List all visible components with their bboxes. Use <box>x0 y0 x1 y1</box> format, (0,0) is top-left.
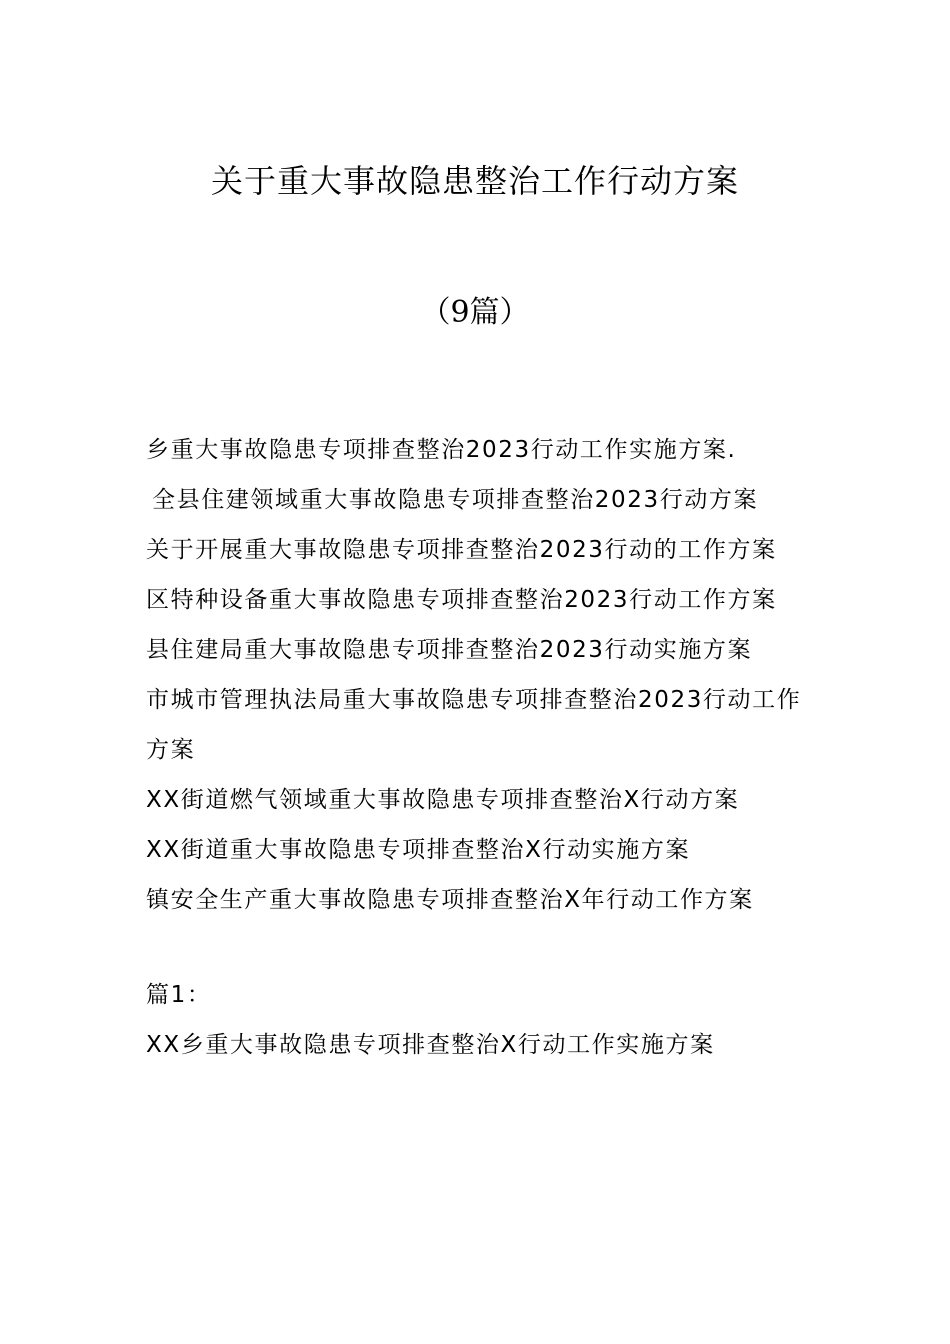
toc-item: 县住建局重大事故隐患专项排查整治2023行动实施方案 <box>146 637 753 663</box>
toc-item: 乡重大事故隐患专项排查整治2023行动工作实施方案. <box>146 437 737 463</box>
toc-item: 镇安全生产重大事故隐患专项排查整治X年行动工作方案 <box>146 887 754 913</box>
section-label: 篇1： <box>146 982 212 1008</box>
document-subtitle: （9篇） <box>420 295 530 330</box>
table-of-contents <box>146 425 816 925</box>
toc-item: XX街道重大事故隐患专项排查整治X行动实施方案 <box>146 837 691 863</box>
toc-item: 市城市管理执法局重大事故隐患专项排查整治2023行动工作方案 <box>146 687 802 763</box>
toc-item: 关于开展重大事故隐患专项排查整治2023行动的工作方案 <box>146 537 777 563</box>
toc-item: XX街道燃气领域重大事故隐患专项排查整治X行动方案 <box>146 787 740 813</box>
toc-item: 区特种设备重大事故隐患专项排查整治2023行动工作方案 <box>146 587 777 613</box>
toc-item: 全县住建领域重大事故隐患专项排查整治2023行动方案 <box>152 487 759 513</box>
section-title: XX乡重大事故隐患专项排查整治X行动工作实施方案 <box>146 1032 715 1058</box>
document-title: 关于重大事故隐患整治工作行动方案 <box>210 162 739 200</box>
